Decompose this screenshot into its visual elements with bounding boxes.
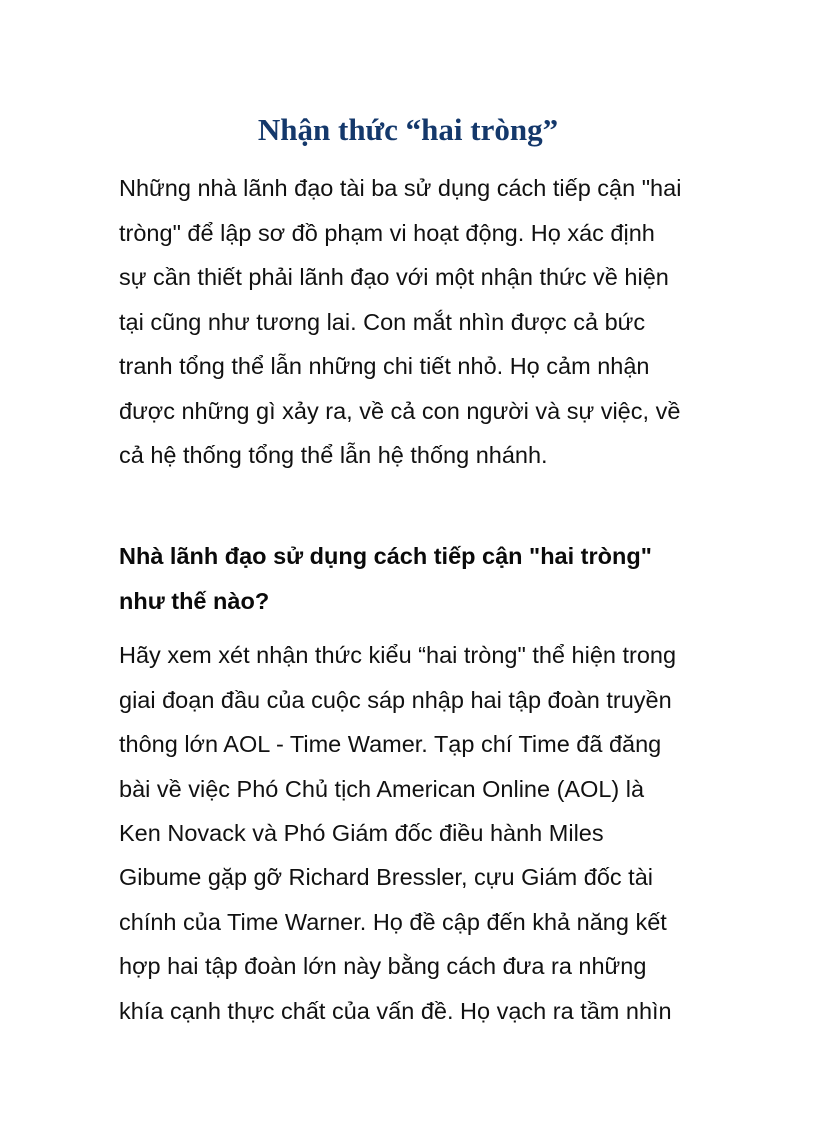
paragraph-line: được những gì xảy ra, về cả con người và sự việc, về	[119, 398, 681, 424]
paragraph-line: chính của Time Warner. Họ đề cập đến khả năng kết	[119, 909, 667, 935]
paragraph-line: hợp hai tập đoàn lớn này bằng cách đưa ra những	[119, 953, 647, 979]
paragraph-line: sự cần thiết phải lãnh đạo với một nhận thức về hiện	[119, 264, 669, 290]
paragraph-line: Những nhà lãnh đạo tài ba sử dụng cách tiếp cận "hai	[119, 175, 682, 201]
paragraph-line: thông lớn AOL - Time Wamer. Tạp chí Time đã đăng	[119, 731, 662, 757]
paragraph-line: Ken Novack và Phó Giám đốc điều hành Miles	[119, 820, 604, 846]
paragraph-line: cả hệ thống tổng thể lẫn hệ thống nhánh.	[119, 442, 548, 468]
paragraph-line: tranh tổng thể lẫn những chi tiết nhỏ. Họ cảm nhận	[119, 353, 650, 379]
paragraph-line: khía cạnh thực chất của vấn đề. Họ vạch ra tầm nhìn	[119, 998, 672, 1024]
paragraph-line: Gibume gặp gỡ Richard Bressler, cựu Giám đốc tài	[119, 864, 654, 890]
heading-line: Nhà lãnh đạo sử dụng cách tiếp cận "hai tròng"	[119, 543, 652, 569]
paragraph-line: Hãy xem xét nhận thức kiểu “hai tròng" thể hiện trong	[119, 642, 677, 668]
paragraph-line: giai đoạn đầu của cuộc sáp nhập hai tập đoàn truyền	[119, 687, 672, 713]
paragraph-line: bài về việc Phó Chủ tịch American Online (AOL) là	[119, 776, 645, 802]
paragraph-line: tròng" để lập sơ đồ phạm vi hoạt động. Họ xác định	[119, 220, 655, 246]
document-title: Nhận thức “hai tròng”	[257, 112, 559, 147]
heading-line: như thế nào?	[119, 588, 270, 614]
paragraph-line: tại cũng như tương lai. Con mắt nhìn được cả bức	[119, 309, 646, 335]
